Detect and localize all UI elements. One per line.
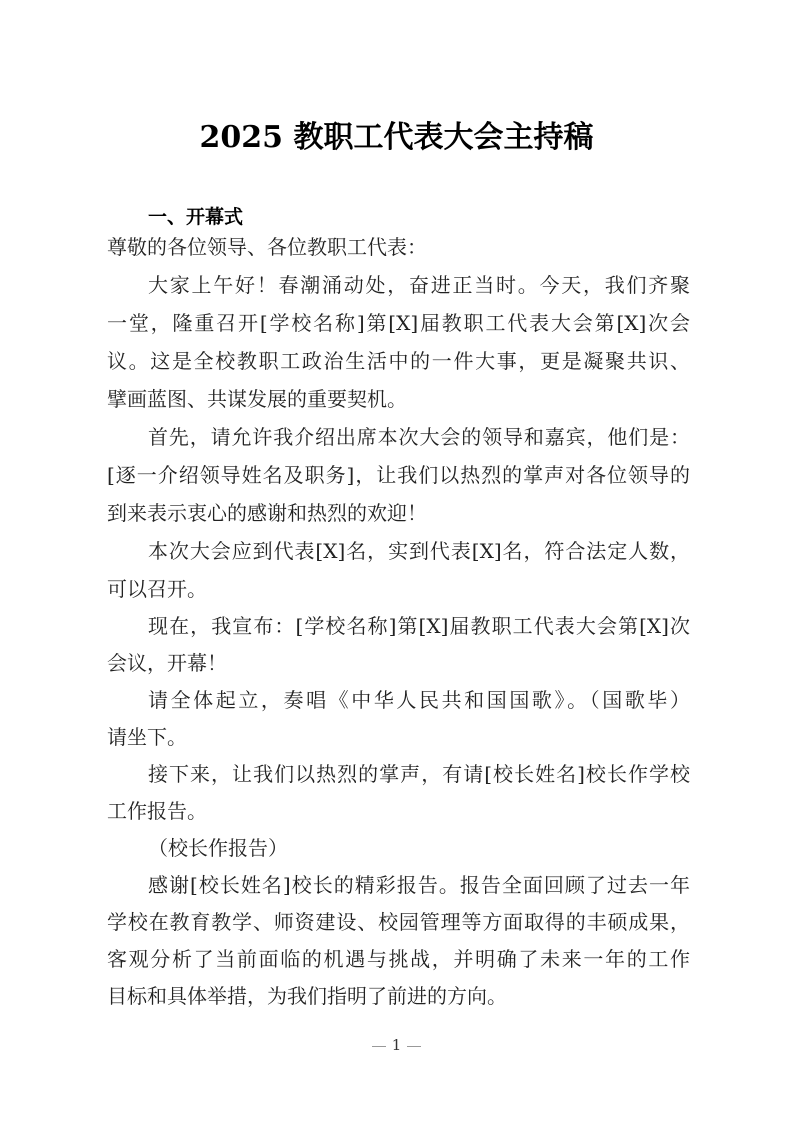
text-line: 接下来，让我们以热烈的掌声，有请[校长姓名]校长作学校 — [148, 762, 690, 786]
text-line: 会议，开幕！ — [107, 651, 227, 675]
text-line: 工作报告。 — [107, 799, 207, 823]
document-title: 2025 教职工代表大会主持稿 — [199, 120, 594, 155]
text-line: 学校在教育教学、师资建设、校园管理等方面取得的丰硕成果， — [107, 910, 690, 934]
text-line: [逐一介绍领导姓名及职务]，让我们以热烈的掌声对各位领导的 — [107, 463, 690, 487]
text-line: 大家上午好！春潮涌动处，奋进正当时。今天，我们齐聚 — [148, 273, 690, 297]
text-line: 感谢[校长姓名]校长的精彩报告。报告全面回顾了过去一年 — [148, 873, 690, 897]
page-number — [0, 1036, 793, 1054]
text-line: 请坐下。 — [107, 725, 187, 749]
dash-right — [407, 1046, 421, 1047]
text-line: 客观分析了当前面临的机遇与挑战，并明确了未来一年的工作 — [107, 947, 690, 971]
text-line: 请全体起立，奏唱《中华人民共和国国歌》。（国歌毕） — [148, 688, 690, 712]
text-line: 本次大会应到代表[X]名，实到代表[X]名，符合法定人数， — [148, 539, 690, 563]
dash-left — [372, 1046, 386, 1047]
section-heading: 一、开幕式 — [148, 206, 244, 228]
text-line: 擘画蓝图、共谋发展的重要契机。 — [107, 387, 407, 411]
page-number-value: 1 — [391, 1036, 402, 1054]
text-line: 可以召开。 — [107, 577, 207, 601]
text-line: 到来表示衷心的感谢和热烈的欢迎！ — [107, 501, 427, 525]
text-line: 尊敬的各位领导、各位教职工代表： — [107, 235, 427, 259]
text-line: 议。这是全校教职工政治生活中的一件大事，更是凝聚共识、 — [107, 349, 690, 373]
text-line: 首先，请允许我介绍出席本次大会的领导和嘉宾，他们是： — [148, 425, 690, 449]
text-line: （校长作报告） — [148, 836, 288, 860]
text-line: 一堂，隆重召开[学校名称]第[X]届教职工代表大会第[X]次会 — [107, 311, 690, 335]
text-line: 目标和具体举措，为我们指明了前进的方向。 — [107, 984, 507, 1008]
text-line: 现在，我宣布：[学校名称]第[X]届教职工代表大会第[X]次 — [148, 614, 690, 638]
